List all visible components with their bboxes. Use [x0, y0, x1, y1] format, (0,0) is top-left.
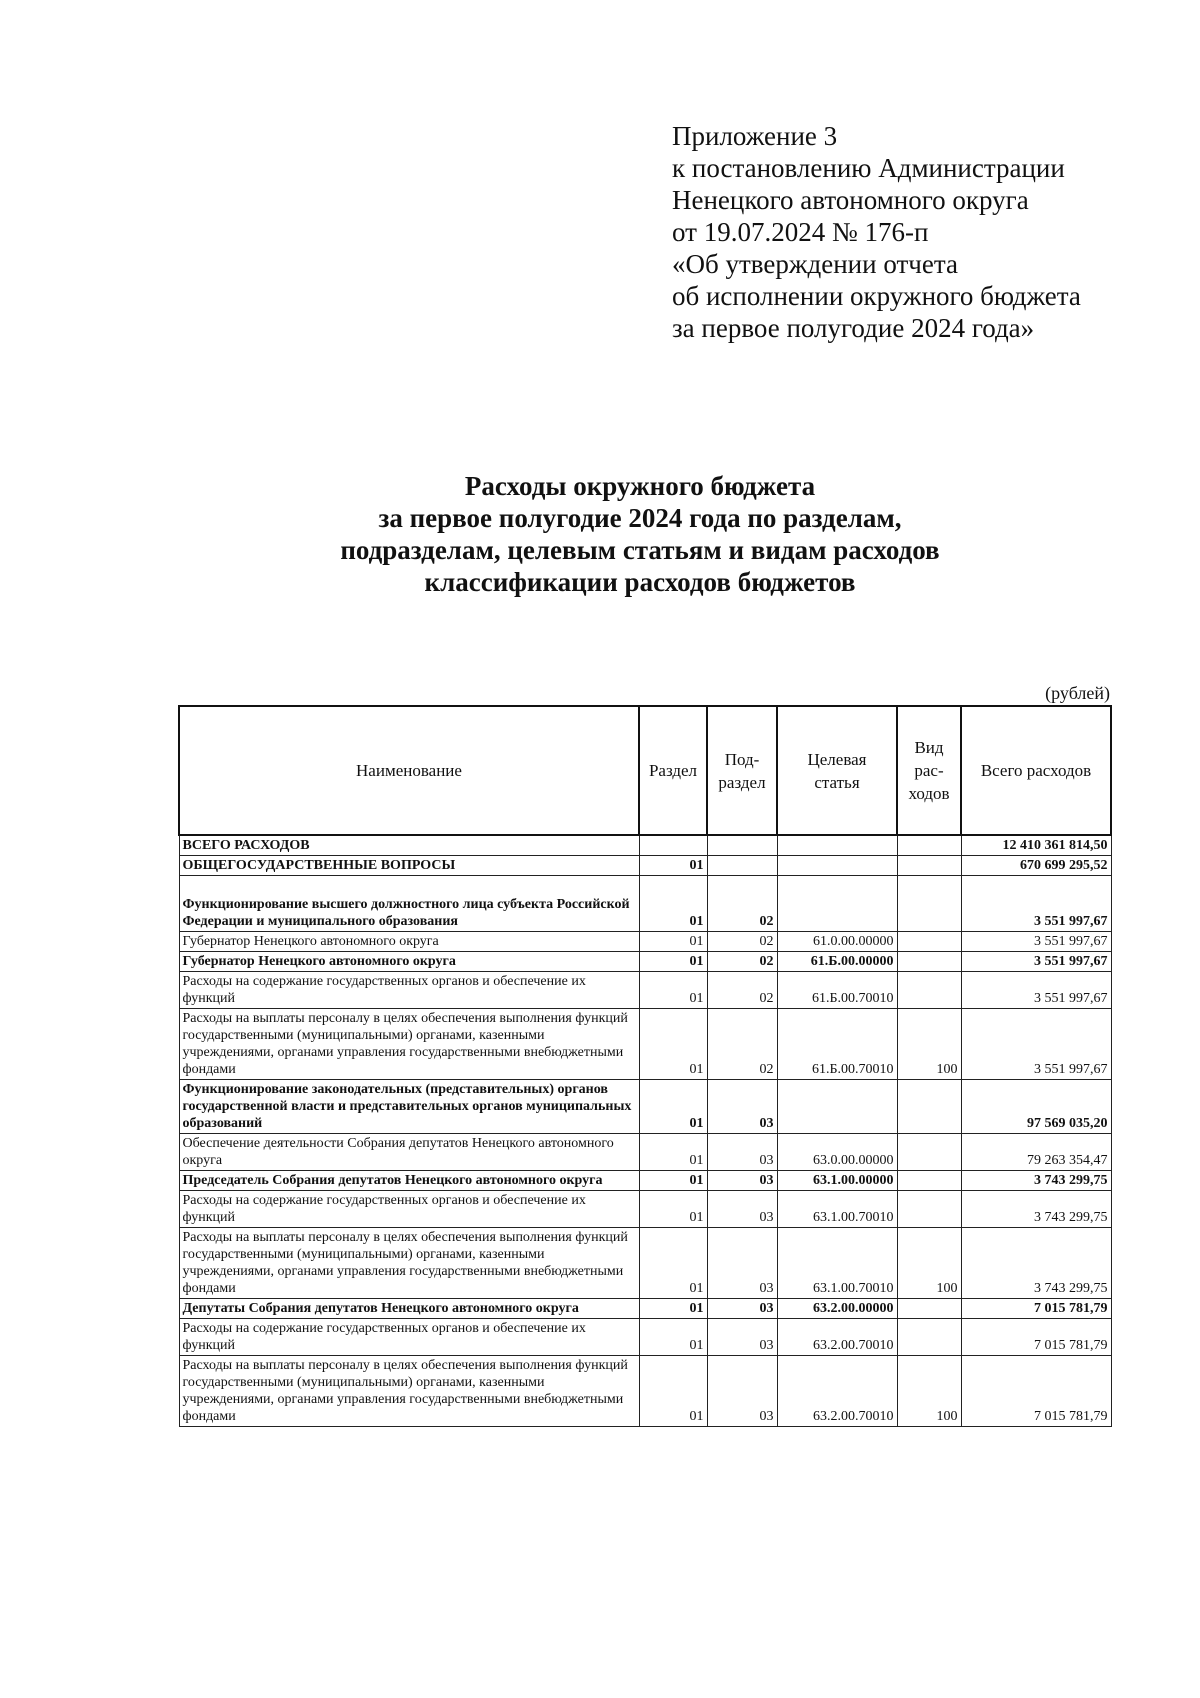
header-section: Раздел	[639, 706, 707, 835]
cell-target	[777, 835, 897, 856]
cell-subsection: 02	[707, 972, 777, 1009]
cell-type	[897, 1191, 961, 1228]
cell-section: 01	[639, 1080, 707, 1134]
cell-total: 12 410 361 814,50	[961, 835, 1111, 856]
header-target-line: Целевая	[807, 749, 867, 769]
cell-target: 63.1.00.70010	[777, 1191, 897, 1228]
cell-name: Расходы на выплаты персоналу в целях обеспечения выполнения функций государственными (муниципальными) органами, казенными учреждениями, органами управления государственными внебюджетными фондами	[179, 1228, 639, 1299]
cell-target: 63.2.00.70010	[777, 1319, 897, 1356]
cell-total: 3 743 299,75	[961, 1191, 1111, 1228]
units-label: (рублей)	[1045, 683, 1110, 703]
cell-subsection: 02	[707, 876, 777, 932]
cell-subsection: 03	[707, 1134, 777, 1171]
cell-name: Губернатор Ненецкого автономного округа	[179, 932, 639, 952]
cell-target: 61.Б.00.70010	[777, 1009, 897, 1080]
cell-subsection: 02	[707, 932, 777, 952]
cell-type	[897, 1319, 961, 1356]
cell-target: 63.1.00.70010	[777, 1228, 897, 1299]
cell-name: Губернатор Ненецкого автономного округа	[179, 952, 639, 972]
cell-type	[897, 1299, 961, 1319]
cell-name: ВСЕГО РАСХОДОВ	[179, 835, 639, 856]
table-row	[179, 876, 1111, 932]
cell-total: 3 551 997,67	[961, 972, 1111, 1009]
cell-section: 01	[639, 856, 707, 876]
cell-name: Расходы на выплаты персоналу в целях обеспечения выполнения функций государственными (муниципальными) органами, казенными учреждениями, органами управления государственными внебюджетными фондами	[179, 1356, 639, 1427]
cell-section: 01	[639, 952, 707, 972]
budget-table	[178, 705, 1112, 1427]
cell-type: 100	[897, 1356, 961, 1427]
cell-subsection: 03	[707, 1228, 777, 1299]
cell-subsection	[707, 856, 777, 876]
table-row	[179, 1080, 1111, 1134]
cell-section: 01	[639, 972, 707, 1009]
cell-target: 63.1.00.00000	[777, 1171, 897, 1191]
cell-type: 100	[897, 1228, 961, 1299]
appendix-line: об исполнении окружного бюджета	[672, 281, 1081, 311]
document-title	[160, 470, 1120, 598]
table-row	[179, 1319, 1111, 1356]
appendix-line: за первое полугодие 2024 года»	[672, 313, 1035, 343]
table-header	[179, 706, 1111, 835]
cell-section: 01	[639, 1228, 707, 1299]
cell-target: 63.0.00.00000	[777, 1134, 897, 1171]
cell-name: Обеспечение деятельности Собрания депутатов Ненецкого автономного округа	[179, 1134, 639, 1171]
cell-name: Расходы на содержание государственных органов и обеспечение их функций	[179, 972, 639, 1009]
cell-total: 3 551 997,67	[961, 876, 1111, 932]
cell-section	[639, 835, 707, 856]
cell-section: 01	[639, 1134, 707, 1171]
header-total: Всего расходов	[961, 706, 1111, 835]
appendix-line: от 19.07.2024 № 176-п	[672, 217, 929, 247]
table-row	[179, 835, 1111, 856]
title-line: Расходы окружного бюджета	[464, 471, 816, 501]
cell-name: Председатель Собрания депутатов Ненецкого автономного округа	[179, 1171, 639, 1191]
cell-total: 3 743 299,75	[961, 1228, 1111, 1299]
cell-name: Расходы на выплаты персоналу в целях обеспечения выполнения функций государственными (муниципальными) органами, казенными учреждениями, органами управления государственными внебюджетными фондами	[179, 1009, 639, 1080]
table-row	[179, 1009, 1111, 1080]
table-row	[179, 1191, 1111, 1228]
cell-subsection: 03	[707, 1080, 777, 1134]
cell-total: 3 743 299,75	[961, 1171, 1111, 1191]
cell-name: Депутаты Собрания депутатов Ненецкого автономного округа	[179, 1299, 639, 1319]
cell-name: Функционирование законодательных (представительных) органов государственной власти и представительных органов муниципальных образований	[179, 1080, 639, 1134]
header-type-line: Вид	[914, 738, 944, 757]
cell-type	[897, 835, 961, 856]
table-row	[179, 856, 1111, 876]
cell-section: 01	[639, 1299, 707, 1319]
cell-type	[897, 932, 961, 952]
cell-total: 3 551 997,67	[961, 952, 1111, 972]
cell-type	[897, 952, 961, 972]
cell-subsection: 03	[707, 1191, 777, 1228]
cell-name: Функционирование высшего должностного лица субъекта Российской Федерации и муниципального образования	[179, 876, 639, 932]
table-row	[179, 1171, 1111, 1191]
table-row	[179, 1134, 1111, 1171]
cell-subsection: 03	[707, 1319, 777, 1356]
cell-target	[777, 876, 897, 932]
title-line: подразделам, целевым статьям и видам расходов	[340, 535, 940, 565]
cell-total: 97 569 035,20	[961, 1080, 1111, 1134]
table-body	[179, 835, 1111, 1427]
cell-type	[897, 972, 961, 1009]
cell-target	[777, 856, 897, 876]
table-row	[179, 932, 1111, 952]
cell-subsection: 02	[707, 1009, 777, 1080]
header-subsection	[707, 706, 777, 835]
cell-target: 61.Б.00.00000	[777, 952, 897, 972]
cell-target: 61.Б.00.70010	[777, 972, 897, 1009]
cell-subsection: 02	[707, 952, 777, 972]
header-name: Наименование	[179, 706, 639, 835]
cell-name: Расходы на содержание государственных органов и обеспечение их функций	[179, 1191, 639, 1228]
cell-subsection	[707, 835, 777, 856]
header-type-line: рас-	[914, 761, 944, 780]
cell-section: 01	[639, 1171, 707, 1191]
table-row	[179, 1228, 1111, 1299]
cell-type	[897, 856, 961, 876]
cell-type	[897, 876, 961, 932]
appendix-line: «Об утверждении отчета	[672, 249, 958, 279]
table-row	[179, 952, 1111, 972]
cell-section: 01	[639, 1009, 707, 1080]
cell-total: 3 551 997,67	[961, 1009, 1111, 1080]
header-target	[777, 706, 897, 835]
cell-target: 63.2.00.00000	[777, 1299, 897, 1319]
cell-section: 01	[639, 1356, 707, 1427]
cell-name: ОБЩЕГОСУДАРСТВЕННЫЕ ВОПРОСЫ	[179, 856, 639, 876]
title-line: за первое полугодие 2024 года по разделам,	[378, 503, 902, 533]
cell-total: 3 551 997,67	[961, 932, 1111, 952]
cell-target: 61.0.00.00000	[777, 932, 897, 952]
cell-section: 01	[639, 876, 707, 932]
cell-section: 01	[639, 1319, 707, 1356]
cell-total: 670 699 295,52	[961, 856, 1111, 876]
cell-type	[897, 1080, 961, 1134]
cell-target: 63.2.00.70010	[777, 1356, 897, 1427]
header-target-line: статья	[814, 772, 860, 792]
cell-subsection: 03	[707, 1299, 777, 1319]
header-type-line: ходов	[908, 784, 950, 803]
cell-type	[897, 1171, 961, 1191]
cell-total: 7 015 781,79	[961, 1299, 1111, 1319]
header-type	[897, 706, 961, 835]
cell-subsection: 03	[707, 1171, 777, 1191]
title-line: классификации расходов бюджетов	[424, 567, 856, 597]
cell-target	[777, 1080, 897, 1134]
cell-section: 01	[639, 1191, 707, 1228]
cell-total: 7 015 781,79	[961, 1319, 1111, 1356]
cell-type	[897, 1134, 961, 1171]
appendix-line: к постановлению Администрации	[672, 153, 1065, 183]
cell-name: Расходы на содержание государственных органов и обеспечение их функций	[179, 1319, 639, 1356]
cell-section: 01	[639, 932, 707, 952]
cell-total: 7 015 781,79	[961, 1356, 1111, 1427]
appendix-block	[672, 120, 1172, 344]
header-subsection-line: Под-	[724, 749, 760, 769]
table-row	[179, 1356, 1111, 1427]
cell-type: 100	[897, 1009, 961, 1080]
appendix-line: Приложение 3	[672, 121, 838, 151]
cell-subsection: 03	[707, 1356, 777, 1427]
appendix-line: Ненецкого автономного округа	[672, 185, 1029, 215]
table-row	[179, 1299, 1111, 1319]
header-subsection-line: раздел	[718, 772, 766, 792]
table-row	[179, 972, 1111, 1009]
cell-total: 79 263 354,47	[961, 1134, 1111, 1171]
